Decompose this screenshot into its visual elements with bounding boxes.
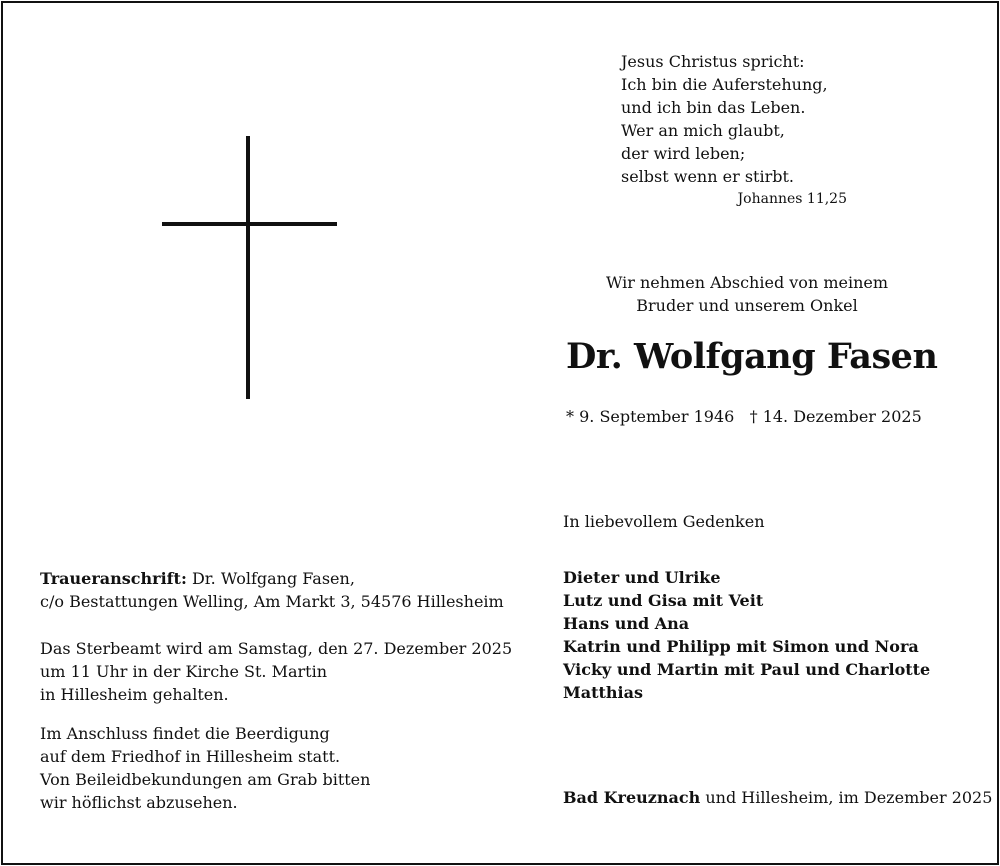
place-rest: und Hillesheim, im Dezember 2025	[700, 788, 993, 807]
deceased-name: Dr. Wolfgang Fasen	[566, 336, 938, 377]
family-member: Dieter und Ulrike	[563, 568, 721, 587]
service-line: Das Sterbeamt wird am Samstag, den 27. Dezember 2025	[40, 639, 513, 658]
burial-line: wir höflichst abzusehen.	[40, 793, 238, 812]
family-member: Vicky und Martin mit Paul und Charlotte	[563, 660, 931, 679]
family-member: Hans und Ana	[563, 614, 690, 633]
burial-info	[40, 722, 370, 814]
verse-line: Ich bin die Auferstehung,	[621, 75, 828, 94]
mourning-address	[40, 567, 504, 613]
death-date: † 14. Dezember 2025	[749, 407, 922, 426]
intro-text	[566, 271, 928, 317]
birth-date: * 9. September 1946	[566, 407, 735, 426]
memorial-text: In liebevollem Gedenken	[563, 512, 765, 531]
intro-line: Wir nehmen Abschied von meinem	[605, 273, 889, 292]
place-date	[563, 786, 992, 809]
family-member: Katrin und Philipp mit Simon und Nora	[563, 637, 919, 656]
family-list	[563, 566, 930, 704]
verse-reference: Johannes 11,25	[737, 191, 847, 207]
family-member: Matthias	[563, 683, 643, 702]
life-dates	[566, 405, 922, 428]
address-label: Traueranschrift:	[40, 569, 187, 588]
verse-line: Wer an mich glaubt,	[621, 121, 785, 140]
verse-line: und ich bin das Leben.	[621, 98, 806, 117]
service-info	[40, 637, 512, 706]
address-line: c/o Bestattungen Welling, Am Markt 3, 54576 Hillesheim	[40, 592, 504, 611]
intro-line: Bruder und unserem Onkel	[636, 296, 858, 315]
place-bold: Bad Kreuznach	[563, 788, 701, 807]
bible-verse	[621, 50, 828, 188]
burial-line: Im Anschluss findet die Beerdigung	[40, 724, 330, 743]
service-line: um 11 Uhr in der Kirche St. Martin	[40, 662, 328, 681]
address-line: Dr. Wolfgang Fasen,	[186, 569, 355, 588]
burial-line: auf dem Friedhof in Hillesheim statt.	[40, 747, 341, 766]
family-member: Lutz und Gisa mit Veit	[563, 591, 764, 610]
verse-line: der wird leben;	[621, 144, 746, 163]
burial-line: Von Beileidbekundungen am Grab bitten	[40, 770, 371, 789]
verse-line: Jesus Christus spricht:	[621, 52, 805, 71]
verse-line: selbst wenn er stirbt.	[621, 167, 794, 186]
service-line: in Hillesheim gehalten.	[40, 685, 229, 704]
